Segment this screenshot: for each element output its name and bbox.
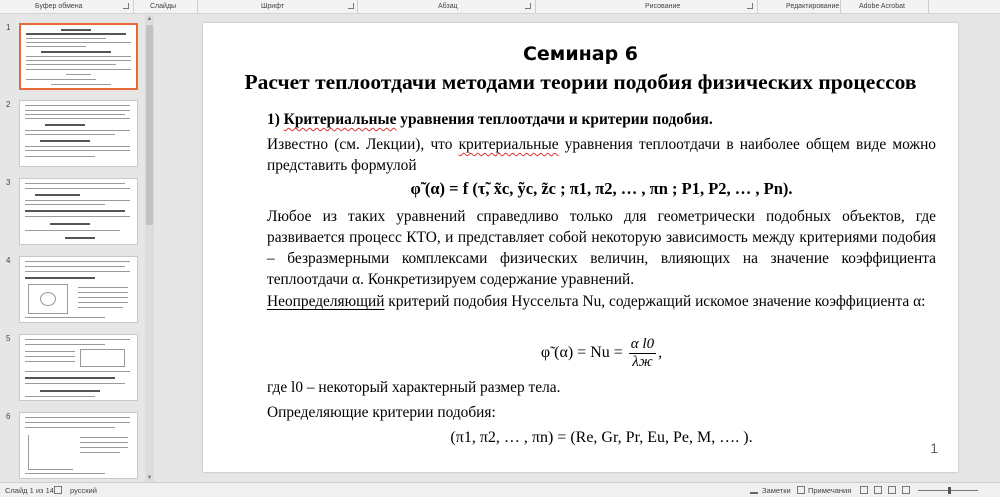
group-clipboard: Буфер обмена: [35, 3, 83, 10]
group-drawing: Рисование: [645, 3, 681, 10]
paragraph-criteria-label: Определяющие критерии подобия:: [267, 404, 496, 421]
paragraph-launcher-icon[interactable]: [525, 3, 531, 9]
thumbnail-slide-4[interactable]: [19, 256, 138, 323]
thumbnail-number: 1: [6, 23, 11, 32]
group-paragraph: Абзац: [438, 3, 458, 10]
thumbnail-number: 2: [6, 100, 11, 109]
slide-subtitle: Расчет теплоотдачи методами теории подобия физических процессов: [244, 70, 917, 94]
slide-counter[interactable]: Слайд 1 из 14: [5, 486, 54, 495]
zoom-slider-knob[interactable]: [948, 487, 951, 494]
group-slides: Слайды: [150, 3, 177, 10]
spell-check-word: Неопределяющий: [267, 293, 385, 310]
thumbnails-scrollbar[interactable]: [145, 15, 154, 482]
thumbnail-number: 3: [6, 178, 11, 187]
thumbnail-slide-3[interactable]: [19, 178, 138, 245]
thumbnail-number: 6: [6, 412, 11, 421]
clipboard-launcher-icon[interactable]: [123, 3, 129, 9]
group-editing: Редактирование: [786, 3, 840, 10]
scroll-down-icon[interactable]: ▼: [146, 475, 153, 481]
spell-check-word: критериальные: [458, 136, 559, 153]
paragraph-explanation: Любое из таких уравнений справедливо только для геометрически подобных объектов, где развивается процесс КТО, и представляет собой некоторую зависимость между критериями подобия – безразмерными комплексами физических величин, влияющих на значение коэффициента теплоотдачи α. Конкретизируем содержание уравнений.: [267, 208, 936, 288]
spell-check-word: Критериальные: [283, 111, 397, 128]
section-heading: 1) Критериальные уравнения теплоотдачи и критерии подобия.: [267, 111, 713, 128]
status-bar: [0, 482, 1000, 497]
formula-criteria: (π1, π2, … , πn) = (Re, Gr, Pr, Eu, Pe, M, …. ).: [450, 429, 753, 446]
thumbnail-slide-5[interactable]: [19, 334, 138, 401]
thumbnail-slide-6[interactable]: [19, 412, 138, 479]
font-launcher-icon[interactable]: [348, 3, 354, 9]
slide-thumbnails-pane: [0, 15, 150, 482]
divider: [357, 0, 358, 13]
divider: [133, 0, 134, 13]
thumbnail-number: 4: [6, 256, 11, 265]
normal-view-icon[interactable]: [860, 486, 868, 494]
divider: [840, 0, 841, 13]
slide-title: Семинар 6: [522, 43, 639, 65]
scrollbar-thumb[interactable]: [146, 25, 153, 225]
divider: [757, 0, 758, 13]
ribbon-group-labels: [0, 0, 1000, 14]
divider: [197, 0, 198, 13]
slide-canvas[interactable]: [203, 23, 958, 472]
formula-nusselt: φ̃ (α) = Nu = $\frac{\text{α l0}}{\lambda ж}$ ,: [540, 336, 663, 370]
notes-button[interactable]: Заметки: [762, 486, 791, 495]
language-indicator[interactable]: русский: [70, 486, 97, 495]
comments-button[interactable]: Примечания: [808, 486, 852, 495]
divider: [928, 0, 929, 13]
group-font: Шрифт: [261, 3, 285, 10]
comments-icon[interactable]: [797, 486, 805, 494]
slide-sorter-icon[interactable]: [874, 486, 882, 494]
drawing-launcher-icon[interactable]: [747, 3, 753, 9]
formula-general: φ̃ (α) = f (τ̃, x̃c, ỹc, z̃c ; π1, π2, … , πn ; P1, P2, … , Pn).: [410, 179, 793, 198]
thumbnail-number: 5: [6, 334, 11, 343]
paragraph-length-note: где l0 – некоторый характерный размер тела.: [267, 379, 561, 396]
thumbnail-slide-1[interactable]: [19, 23, 138, 90]
slideshow-icon[interactable]: [902, 486, 910, 494]
paragraph-nusselt: Неопределяющий критерий подобия Нуссельта Nu, содержащий искомое значение коэффициента α:: [267, 293, 926, 310]
notes-icon[interactable]: [750, 486, 758, 494]
group-adobe-acrobat: Adobe Acrobat: [859, 3, 905, 10]
slide-page-number: 1: [930, 440, 938, 456]
divider: [535, 0, 536, 13]
scroll-up-icon[interactable]: ▲: [146, 16, 153, 22]
spelling-check-icon[interactable]: [54, 486, 62, 494]
paragraph-intro: Известно (см. Лекции), что критериальные уравнения теплоотдачи в наиболее общем виде можно представить формулой: [267, 136, 937, 174]
reading-view-icon[interactable]: [888, 486, 896, 494]
thumbnail-slide-2[interactable]: [19, 100, 138, 167]
